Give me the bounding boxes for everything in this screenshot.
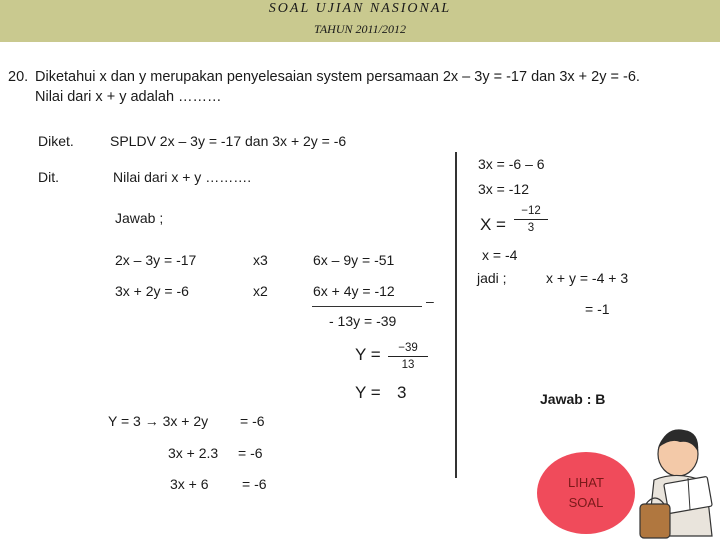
x-fraction (514, 204, 548, 235)
student-reading-illustration (636, 418, 720, 540)
jawab-label: Jawab ; (115, 210, 164, 226)
x-denominator: 3 (527, 222, 535, 234)
right-step-2: 3x = -12 (478, 181, 529, 197)
jadi-label: jadi ; (477, 270, 507, 286)
multiplier-2: x2 (253, 283, 268, 299)
equation-2: 3x + 2y = -6 (115, 283, 189, 299)
substitution-line-3-rhs: = -6 (242, 476, 267, 492)
y-fraction (388, 341, 428, 372)
right-step-1: 3x = -6 – 6 (478, 156, 545, 172)
question-line-1: Diketahui x dan y merupakan penyelesaian system persamaan 2x – 3y = -17 dan 3x + 2y = -6. (35, 69, 640, 85)
fraction-bar (388, 356, 428, 357)
subtraction-line (312, 306, 422, 307)
multiplier-1: x3 (253, 252, 268, 268)
column-divider (455, 152, 457, 478)
equation-1: 2x – 3y = -17 (115, 252, 197, 268)
question-line-2: Nilai dari x + y adalah ……… (35, 89, 222, 105)
substitution-line-3: 3x + 6 (170, 476, 209, 492)
substitution-line-1-rhs: = -6 (240, 413, 265, 429)
school-bag (640, 504, 670, 538)
result-1: 6x – 9y = -51 (313, 252, 395, 268)
result-2: 6x + 4y = -12 (313, 283, 395, 299)
diket-label: Diket. (38, 133, 74, 149)
question-number: 20. (8, 69, 29, 85)
difference: - 13y = -39 (329, 313, 397, 329)
x-label: X = (480, 215, 506, 234)
x-result: x = -4 (482, 247, 518, 263)
lihat-soal-line-2: SOAL (568, 495, 604, 510)
substitution-line-2: 3x + 2.3 (168, 445, 219, 461)
page-subtitle: TAHUN 2011/2012 (314, 22, 406, 36)
minus-sign: – (426, 293, 434, 309)
fraction-bar (514, 219, 548, 220)
dit-text: Nilai dari x + y ………. (113, 169, 252, 185)
lihat-soal-line-1: LIHAT (568, 475, 604, 490)
substitution-line-1: Y = 3 → 3x + 2y (108, 413, 209, 429)
answer-label: Jawab : B (540, 391, 606, 407)
substitution-line-2-rhs: = -6 (238, 445, 263, 461)
sum-expression: x + y = -4 + 3 (546, 270, 629, 286)
dit-label: Dit. (38, 169, 59, 185)
y-result-value: 3 (397, 383, 407, 402)
y-denominator: 13 (401, 359, 415, 371)
sum-result: = -1 (585, 301, 610, 317)
y-numerator: −39 (398, 342, 418, 354)
y-result-label: Y = (355, 383, 381, 402)
y-label: Y = (355, 345, 381, 364)
diket-text: SPLDV 2x – 3y = -17 dan 3x + 2y = -6 (110, 133, 347, 149)
page-title: SOAL UJIAN NASIONAL (268, 1, 452, 16)
lihat-soal-button[interactable] (537, 452, 635, 534)
x-numerator: −12 (521, 205, 541, 217)
